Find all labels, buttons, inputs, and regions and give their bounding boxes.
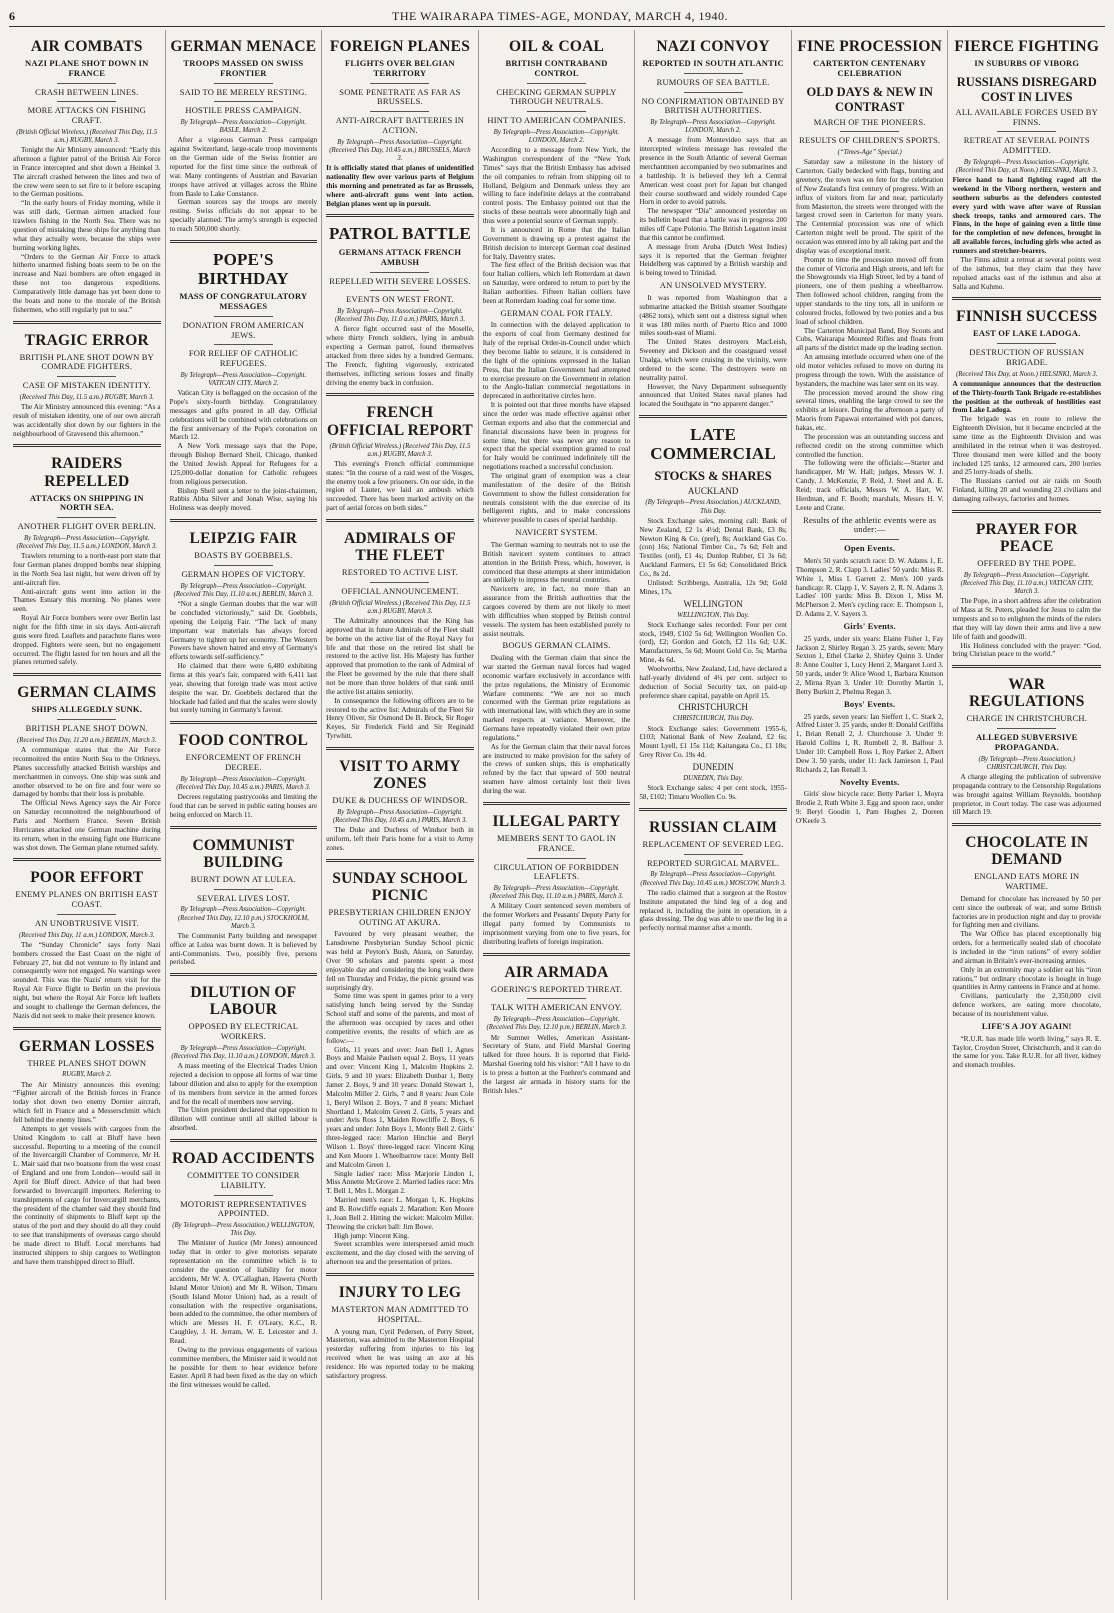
article-paragraph: Mr Sumner Welles, American Assistant-Secretary of State, and Field Marshal Goering talked for three hours. It is reported that Field-Marshal Goering told his visitor: “All I have to do is to press a button at the Fuehrer's command and the largest air armada in history starts for the British Isles.” [482,1033,631,1095]
subheading: SAID TO BE MERELY RESTING. [179,86,307,97]
headline: WAR REGULATIONS [968,676,1085,711]
subheading: ENGLAND EATS MORE IN WARTIME. [974,871,1080,892]
article-paragraph: However, the Navy Department subsequently announced that United States naval planes had located the Southgate in “no apparent danger.” [639,382,787,409]
subheading: OFFICIAL ANNOUNCEMENT. [341,585,459,596]
subheading: REPLACEMENT OF SEVERED LEG. [642,838,784,849]
dateline: (By Telegraph—Press Association.) WELLINGTON, This Day. [172,1222,315,1238]
headline: GERMAN CLAIMS [17,684,157,702]
article-divider [952,823,1101,826]
headline: OIL & COAL [509,38,605,55]
article-paragraph: It is officially stated that planes of unidentified nationality flew over various parts of Belgium this morning and penetrated as far as Brussels, where anti-aircraft guns went into action. Belgian planes went up in pursuit. [326,164,474,208]
subheading: REPORTED SURGICAL MARVEL. [647,857,780,868]
column-5 [635,30,792,1600]
article-paragraph: He claimed that there were 6,480 exhibiting firms at this year's fair, compared with 6,411 last year, showing that foreign trade was most active despite the war. Dr. Goebbels declared that the blockade had failed and that the scales were slowly but surely turning in Germany's favour. [169,662,318,715]
article-paragraph: Girls, 11 years and over: Joan Bell 1, Agnes Boys and Maisie Paulsen equal 2. Boys, 11 years and over: Vincent King 1, Malcolm Hopkins 2. Girls, 9 and 10 years: Elizabeth Dunbar 1, Betty Jamer 2. Boys, 9 and 10 years: Donald Stewart 1, Malcolm Miller 2. Girls, 7 and 8 years: Jean Cole 1, Beryl Wilson 2. Boys, 7 and 8 years: Michael Shortland 1, Malcolm Green 2. Girls, 5 years and under: Avis Ross 1, Maiden Rowcliffe 2. Boys, 6 years and under: John Boys 1, Monty Bell 2. Girls' three-legged race: Marion Hinchie and Beryl Wilson 1. Boys' three-legged race: Vincent King and Ken Moore 1. Wheelbarrow race: Monty Bell and Malcolm Green 1. [326,1045,474,1169]
article-paragraph: The radio claimed that a surgeon at the Rostov Institute amputated the hind leg of a dog and replaced it, including the joint in operation, in a glass dressing. The dog was able to use the leg in a perfectly normal manner after a month. [639,888,787,933]
subheading: ATTACKS ON SHIPPING IN NORTH SEA. [29,492,144,513]
article-paragraph: It is pointed out that three months have elapsed since the order was made effective against other German exports and also that the commercial and financial discussions have been in progress for some time, but there was never any reason to expect that the special exemption granted to coal for Italy would be continued indefinitely till the negotiations reached a successful conclusion. [482,401,631,472]
dateline: By Telegraph—Press Association—Copyright. (Received This Day, at Noon.) HELSINKI, March 3. [955,158,1098,175]
article-paragraph: The Pope, in a short address after the celebration of Mass at St. Peters, pleaded for Jesus to calm the tempests and so to enlighten the minds of the rulers that they will lay down their arms and live a new life of faith and goodwill. [952,597,1102,641]
headline: FINE PROCESSION [797,38,943,55]
subheading: CRASH BETWEEN LINES. [35,86,139,97]
market-title: WELLINGTON [683,598,743,609]
headline: GERMAN MENACE [170,38,317,55]
headline: LEIPZIG FAIR [189,530,298,548]
article-paragraph: His Holiness concluded with the prayer: “God, bring Christian peace to the world.” [952,641,1102,659]
subheading: MORE ATTACKS ON FISHING CRAFT. [27,105,147,126]
subheading: TALK WITH AMERICAN ENVOY. [491,1002,623,1013]
dateline: DUNEDIN, This Day. [683,775,743,783]
article-paragraph: Prompt to time the procession moved off from the corner of Victoria and High streets, and left for the Showgrounds via High Street, led by a band of pioneers, one of them pushing a wheelbarrow. Then followed school children, ranging from the upper standards to the tiny tots, all in uniform or coloured frocks, followed by two ponies and a bus load of school children. [795,255,944,326]
headline: DILUTION OF LABOUR [190,984,297,1019]
article-paragraph: This evening's French official communique states: “In the course of a raid west of the Vosges, the enemy took a few prisoners. On our side, in the region of Lauter, we laid an ambush which succeeded. There has been marked activity on the part of aerial forces on both sides.” [326,459,474,513]
subheading: GERMAN HOPES OF VICTORY. [181,569,306,579]
article-paragraph: The procession was an outstanding success and reflected credit on the strong committee which controlled the function. [795,432,944,459]
article-paragraph: The Minister of Justice (Mr Jones) announced today that in order to give motorists separate representation on the committee which is to consider the question of liability for motor accidents, Mr W. A. O'Callaghan, Hawera (North Island Motor Union) and Mr R. Wilson, Timaru (South Island Motor Union) had, as a result of consultation with the respective organisations, been added to the committee, the other members of which are Messrs H. F. O'Leary, K.C., R. Caughley, J. H. Jerram, W. E. Leicester and J. Read. [169,1239,318,1345]
article-paragraph: A mass meeting of the Electrical Trades Union rejected a decision to oppose all forms of war time labour dilution and also to apply for the exemption of its members from service in the armed forces and for the recall of members now serving. [169,1062,318,1106]
dateline: By Telegraph—Press Association—Copyright. (Received This Day, 11.10 a.m.) BERLIN, March 3. [173,582,314,598]
headline: COMMUNIST BUILDING [192,836,295,871]
article-paragraph: Bishop Sheil sent a letter to the joint-chairmen, Rabbis Abba Silver and Jonah Wise, saying his Holiness was deeply moved. [169,486,318,513]
short-rule [527,83,586,84]
subheading: HINT TO AMERICAN COMPANIES. [487,115,626,126]
article-paragraph: Girls' slow bicycle race: Betty Parker 1, Moyra Brodie 2, Ruth White 3. Egg and spoon race, under 9: Beryl Goodin 1, Pam Hughes 2, Doreen O'Keefe 3. [795,790,944,825]
article-paragraph: A charge alleging the publication of subversive propaganda contrary to the Censorship Regulations was brought against William Reynolds, bootshop proprietor, in Court today. The case was adjourned till March 19. [952,772,1102,817]
article-paragraph: “In the early hours of Friday morning, while it was still dark, German airmen attacked four trawlers fishing in the North Sea. There was no question of mistaking these ships for anything than what they actually were, because the ships were burning working lights. [13,199,161,252]
article-divider [13,1027,161,1030]
subheading: CARTERTON CENTENARY CELEBRATION [813,58,927,78]
short-rule [214,565,273,566]
short-rule [684,92,743,93]
article-paragraph: The Air Ministry announced this evening: “As a result of mistaken identity, one of our own aircraft was accidentally shot down by our fighters in the neighbourhood of Gravesend this afternoon.” [13,403,161,438]
article-divider [952,510,1101,513]
subheading: BRITISH CONTRABAND CONTROL [505,58,608,78]
subheading: MEMBERS SENT TO GAOL IN FRANCE. [496,832,617,853]
article-paragraph: It was reported from Washington that a submarine attacked the British steamer Southgate (4862 tons), which sent out a distress signal when it was 180 miles north of Puerto Rico and 1000 miles south-east of Miami. [639,293,787,338]
dateline: By Telegraph—Press Association—Copyright. (Received This Day, 10.45 a.m.) BRUSSELS, March 3. [329,138,471,162]
article-divider [952,297,1101,300]
article-paragraph: Stock Exchange sales, morning call: Bank of New Zealand, £2 1s 4½d; Dental Bank, £3 8s; Newton King & Co. (pref), 8s; Auckland Gas Co. (con) 16s; National Timber Co., 7s 6d; Felt and Textiles (ord), £1 4s; Dunlop Rubber, £1 3s 6d; Auckland Farmers, £1 5s 6d; Consolidated Brick Co., 8s 2d. [639,516,787,578]
headline: FOREIGN PLANES [329,38,471,55]
market-title: CHRISTCHURCH [678,702,748,713]
dateline: By Telegraph—Press Association—Copyright. (Received This Day, 10.45 a.m.) MOSCOW, March 3. [640,871,786,887]
dateline: (By Telegraph—Press Association.) AUCKLAND, This Day. [645,499,781,515]
article-divider [326,393,474,396]
article-paragraph: A communique announces that the destruction of the Thirty-fourth Tank Brigade re-establishes the position at the outbreak of hostilities east from Lake Ladoga. [952,379,1102,415]
article-divider [639,808,787,811]
headline: GERMAN LOSSES [18,1037,155,1055]
subheading: FOR RELIEF OF CATHOLIC REFUGEES. [188,348,298,369]
article-paragraph: Woolworths, New Zealand, Ltd, have declared a half-yearly dividend of 4¼ per cent. subject to deduction of Social Security tax, on paid-up preference share capital, payable on April 15. [639,664,787,700]
headline: INJURY TO LEG [338,1284,462,1302]
subheading: ALLEGED SUBVERSIVE PROPAGANDA. [975,732,1078,752]
headline: FIERCE FIGHTING [954,38,1100,55]
dateline: By Telegraph—Press Association—Copyright. LONDON, March 2. [493,128,620,145]
short-rule [370,272,429,273]
columns [9,30,1105,1600]
subheading: SOME PENETRATE AS FAR AS BRUSSELS. [339,86,461,107]
subheading: ENEMY PLANES ON BRITISH EAST COAST. [15,889,159,910]
dateline: (British Official Wireless.) (Received This Day, 11.5 a.m.) RUGBY, March 3. [329,442,471,458]
article-paragraph: As for the German claim that their naval forces are instructed to make provision for the safety of the crews of sunken ships, this is emphatically refuted by the fact that upward of 500 neutral seamen have almost certainly lost their lives during the war. [482,742,631,796]
headline: VISIT TO ARMY ZONES [339,758,461,793]
dateline: (By Telegraph—Press Association.) CHRISTCHURCH, This Day. [978,755,1076,771]
article-paragraph: In consequence the following officers are to be restored to the active list: Admirals of the Fleet Sir Henry Oliver, Sir Osmond De B. Brock, Sir Roger Keyes, Sir Frederick Field and Sir Reginald Tyrwhitt. [326,696,474,741]
article-paragraph: The Finns admit a retreat at several points west of the isthmus, but they claim that they have repulsed attacks east of the isthmus and also at Salla and Kuhmo. [952,255,1102,291]
subheading: MASS OF CONGRATULATORY MESSAGES [179,291,308,312]
article-paragraph: 25 yards, seven years: Ian Sieffert 1, C. Stark 2, Alfred Lister 3. 25 yards, under 8: Donald Griffiths 1, Brian Renall 2, J. Churchouse 3. Under 9: Harold Collins 1, R. Rumbell 2, R. Balfour 3. Under 10: Campbell Ross 1, Roy Parker 2, Albert Dew 3. 50 yards, under 11: Jack Jamieson 1, Paul Richards 2, Ian Renall 3. [795,712,944,774]
dateline: (“Times-Age” Special.) [837,149,902,157]
article-paragraph: The German warning to neutrals not to use the British navicert system continues to attract attention in the British Press, which, however, is convinced that these attempts at sheer intimidation are unlikely to impress the neutral countries. [482,540,631,585]
subheading: AN UNOBTRUSIVE VISIT. [34,917,139,928]
subheading: MOTORIST REPRESENTATIVES APPOINTED. [180,1198,307,1219]
article-paragraph: Men's 50 yards scratch race: D. W. Adams 1, E. Thompson 2, R. Clapp 3. Ladies' 50 yards: Miss R. White 1, Miss I. Garrett 2. Men's 100 yards handicap: R. Clapp 1, V. Sayers 2, R. N. Adams 3. Ladies' 100 yards: Miss B. Dixon 1, Miss M. McPherson 2. Men's cycling race: E. Thompson 1, D. Adams 2, V. Sayers 3. [795,556,944,619]
short-rule [214,344,273,345]
dateline: By Telegraph—Press Association—Copyright. (Received This Day, 12.10 p.m.) STOCKHOLM, March 3. [177,906,309,930]
article-paragraph: The “Sunday Chronicle” says forty Nazi bombers crossed the East Coast on the night of February 27, but did not venture to fly inland and consequently were not engaged. No warnings were sounded. This was the Nazis' return visit for the Royal Air Force flight to Berlin on the previous night, but where the Royal Air Force left leaflets and sought to challenge the German defences, the Nazis did not seek to make their presence known. [13,940,161,1020]
headline: FINNISH SUCCESS [956,308,1098,326]
short-rule [57,376,116,377]
short-rule [370,290,429,291]
dateline: By Telegraph—Press Association—Copyright. (Received This Day, 11.10 a.m.) PARIS, March 3. [489,885,624,901]
subheading: BOASTS BY GOEBBELS. [194,550,293,561]
article-paragraph: It is announced in Rome that the Italian Government is drawing up a protest against the British decision to intercept German coal destined for Italy, Daventry states. [482,225,631,261]
short-rule [57,83,116,84]
article-divider [170,973,318,976]
article-paragraph: High jump: Vincent King. [334,1231,410,1240]
headline: POPE'S BIRTHDAY [197,249,289,288]
subheading: CIRCULATION OF FORBIDDEN LEAFLETS. [493,861,620,882]
subheading: RESTORED TO ACTIVE LIST. [341,567,458,578]
article-paragraph: Stock Exchange sales: 4 per cent stock, 1955-58, £102; Timaru Woollen Co. 9s. [639,784,787,802]
masthead-title: THE WAIRARAPA TIMES-AGE, MONDAY, MARCH 4, 1940. [392,9,728,23]
headline: AIR ARMADA [504,963,609,981]
subheading: ANOTHER FLIGHT OVER BERLIN. [17,521,156,532]
subheading: CHARGE IN CHRISTCHURCH. [966,713,1088,724]
dateline: WELLINGTON, This Day. [677,611,749,619]
article-paragraph: The original grant of exemption was a clear manifestation of the desire of the British Government to show the fullest consideration for neutrals consistent with the due exercise of its belligerent rights, and to make concessions wherever possible to cases of special hardship. [482,472,631,525]
subheading: NO CONFIRMATION OBTAINED BY BRITISH AUTHORITIES. [641,95,785,116]
article-paragraph: Attempts to get vessels with cargoes from the United Kingdom to call at Bluff have been successful. Reporting to a meeting of the council of the Invercargill Chamber of Commerce, Mr H. L. Mair said that two boatsone from the west coast of England and one from London—would sail in April for Bluff direct. Advice of that had been forwarded to Invercargill importers. Referring to transhipments of cargo for Invercargill merchants, the president of the chamber said they should find the continuity of shipments to Bluff kept up the status of the port and they should do all they could to see that transhipments of overseas cargo should be made direct to Bluff. Local merchants had instructed shippers to ship cargoes to Wellington and have them transhipped direct to Bluff. [13,1124,161,1266]
subheading: TROOPS MASSED ON SWISS FRONTIER [183,58,304,78]
market-title: DUNEDIN [692,762,734,773]
article-divider [170,240,318,243]
article-paragraph: Only in an extremity may a soldier eat his “iron rations,” but ordinary chocolate is bought in huge quantities in Army canteens in France and at home. [952,965,1102,992]
dateline: By Telegraph—Press Association—Copyright. (Received This Day, 12.10 p.m.) BERLIN, March 3. [486,1016,627,1032]
article-paragraph: Royal Air Force bombers were over Berlin last night for the fifth time in six days. Anti-aircraft guns were fired. Leaflets and parachute flares were dropped. Fighters were seen, but no engagement occurred. The flight lasted for ten hours and all the planes returned safely. [13,614,161,667]
subheading: MASTERTON MAN ADMITTED TO HOSPITAL. [331,1304,469,1324]
article-divider [13,673,161,676]
dateline: By Telegraph—Press Association—Copyright. (Received This Day, 11.0 a.m.) PARIS, March 3. [334,308,466,324]
article-paragraph: The Carterton Municipal Band, Boy Scouts and Cubs, Wairarapa Mounted Rifles and floats from all parts of the district made up the leading section. [795,326,944,353]
headline: SUNDAY SCHOOL PICNIC [332,869,468,904]
subheading: MARCH OF THE PIONEERS. [813,116,926,127]
article-paragraph: The procession moved around the show ring several times, enabling the large crowd to see the exhibits at leisure. During the afternoon a party of Maoris from Papawai entertained with poi dances, hakas, etc. [795,388,944,433]
article-divider [483,953,631,956]
column-7 [948,30,1105,1600]
article-paragraph: Unlisted: Scribbergs, Australia, 12s 9d; Gold Mines, 17s. [639,578,787,596]
subheading: ANTI-AIRCRAFT BATTERIES IN ACTION. [335,115,465,135]
article-paragraph: The Air Ministry announces this evening: “Fighter aircraft of the British forces in France today shot down two enemy Dornier aircraft, which fell in France and a Messerschmitt which fell behind the enemy lines.” [13,1080,161,1125]
article-paragraph: A message from Montevideo says that an intercepted wireless message has revealed the presence in the South Atlantic of several German merchantmen accompanied by two submarines and a battleship. It is believed they left a Central American west coast port for Japan but changed their course southward and widely rounded Cape Horn in order to avoid patrols. [639,136,787,207]
article-paragraph: The following were the officials:—Starter and handicapper, Mr W. Hall; judges, Messrs W. J. Candy, J. McKenzie, P. Reid, J. Steel and A. E. Reid; track officials, Messrs W. A. Hart, W. Herdman, and F. Booth; marshals, Messrs H. V. Leete and Crane. [795,459,944,512]
subheading: CHECKING GERMAN SUPPLY THROUGH NEUTRALS. [496,86,617,107]
dateline: By Telegraph—Press Association—Copyright. (Received This Day, 11.10 a.m.) LONDON, March 3. [171,1044,316,1061]
short-rule [214,83,273,84]
article-divider [170,1139,318,1142]
short-rule [527,111,586,112]
article-paragraph: Saturday saw a milestone in the history of Carterton. Gaily bedecked with flags, bunting and greenery, the town was en fete for the celebration of New Zealand's first century of progress. With an influx of visitors from far and near, particularly from Masterton, the streets were thronged with the largest crowd seen in Carterton for many years. The Centennial procession was one of which Carterton might well be proud. The spirit of the occasion was entered into by all taking part and the display was of exceptional merit. [795,158,944,255]
article-paragraph: The Official News Agency says the Air Force on Saturday reconnoitred the neighbourhood of Paris and Northern France. Seven British Hurricanes attacked one German machine during its return, when in the ensuing fight one Hurricane was shot down. The German plane returned safely. [13,799,161,852]
dateline: By Telegraph—Press Association—Copyright. VATICAN CITY, March 2. [180,371,307,387]
headline: ILLEGAL PARTY [492,812,621,830]
subheading: HOSTILE PRESS CAMPAIGN. [185,105,302,116]
dateline: CHRISTCHURCH, This Day. [672,715,754,723]
article-paragraph: A communique states that the Air Force reconnoitred the entire North Sea to the Orkneys. Planes successfully attacked British warships and merchantmen in convoys. One ship was sunk and another observed to be on fire and four were so damaged by bombs that their loss is probable. [13,746,161,799]
subheading: RETREAT AT SEVERAL POINTS ADMITTED. [963,135,1090,156]
market-title: AUCKLAND [687,486,739,497]
short-rule [684,854,743,855]
dateline: RUGBY, March 2. [62,1071,112,1079]
subheading: DONATION FROM AMERICAN JEWS. [182,319,305,340]
column-1 [9,30,166,1600]
subheading: EAST OF LAKE LADOGA. [973,328,1081,339]
subheading: ALL AVAILABLE FORCES USED BY FINNS. [955,106,1098,127]
dateline: By Telegraph—Press Association—Copyright. (Received This Day, 10.45 a.m.) PARIS, March 3. [332,808,468,825]
subheading: AN UNSOLVED MYSTERY. [659,280,767,291]
subheading: Results of the athletic events were as under:— [803,514,937,535]
article-paragraph: The United States destroyers MacLeish, Sweeney and Dickson and the coastguard vessel Unalga, which were cruising in the vicinity, were ordered to the scene. The destroyers were on neutrality patrol. [639,338,787,382]
short-rule [214,1195,273,1196]
article-paragraph: The Admiralty announces that the King has approved that in future Admirals of the Fleet shall be borne on the active list of the Royal Navy for life and that those on the retired list shall be restored to the active list. His Majesty has further approved that promotion to the rank of Admiral of the Fleet be governed by the rule that there shall not be more than three holders of that rank until the active list attains seniority. [326,616,474,696]
headline: RAIDERS REPELLED [44,455,130,490]
article-paragraph: The War Office has placed exceptionally big orders, for a hermetically sealed slab of chocolate is included in the “iron rations” of every soldier and airman in Britain's ever-increasing armies. [952,930,1102,965]
short-rule [527,998,586,999]
dateline: By Telegraph—Press Association—Copyright. BASLE, March 2. [180,119,307,135]
subheading: Novelty Events. [839,776,900,787]
short-rule [214,889,273,890]
column-4 [479,30,636,1600]
subheading: FLIGHTS OVER BELGIAN TERRITORY [345,58,455,78]
subheading: IN SUBURBS OF VIBORG [974,58,1080,69]
subheading: SHIPS ALLEGEDLY SUNK. [31,704,143,715]
article-paragraph: “R.U.R. has made life worth living,” says R. E. Taylor, Croydon Street, Christchurch, and it can do the same for you. Take R.U.R. for all liver, kidney and stomach troubles. [952,1034,1102,1070]
article-paragraph: Demand for chocolate has increased by 50 per cent since the outbreak of war, and some British factories are in production night and day to provide for fighting men and civilians. [952,894,1102,930]
short-rule [684,73,743,74]
article-divider [170,721,318,724]
article-paragraph: The first effect of the British decision was that four Italian colliers, which left Rotterdam at dawn on Saturday, were ordered to return to port by the Italian authorities. Fifteen Italian colliers have been at Rotterdam loading coal for some time. [482,261,631,305]
dateline: (Received This Day, 11.5 a.m.) RUGBY, March 3. [19,393,154,401]
subheading: NAVICERT SYSTEM. [515,527,598,538]
article-divider [952,665,1101,668]
headline: TRAGIC ERROR [24,331,149,349]
article-paragraph: Fierce hand to hand fighting raged all the weekend in the Viborg northern, western and southern suburbs as the defenders contested every yard with wave after wave of Russian shock troops, tanks and armoured cars. The Finns, in the hope of gaining even a little time for the completion of new defences, brought in all available forces, including girls who acted as runners and stretcher-bearers. [952,176,1102,256]
article-paragraph: The brigade was en route to relieve the Eighteenth Division, but it became encircled at the same time as the Eighteenth Division and was annihilated in the retreat when it was destroyed. Three thousand men were killed and the booty included 125 tanks, 12 armoured cars, 200 lorries and 25 lorry-loads of shells. [952,415,1102,477]
article-paragraph: Some time was spent in games prior to a very satisfying lunch being served by the Sunday School staff and some of the parents, and most of the afternoon was occupied by races and other competitive events, the results of which are as follow:— [326,992,474,1045]
subheading: CASE OF MISTAKEN IDENTITY. [22,380,151,391]
headline: FOOD CONTROL [178,732,309,750]
article-paragraph: A young man, Cyril Pedersen, of Perry Street, Masterton, was admitted to the Masterton Hospital yesterday suffering from injuries to his leg received when he was using an axe at his residence. He was reported today to be making satisfactory progress. [326,1327,474,1380]
short-rule [997,131,1056,132]
article-divider [13,858,161,861]
section-heading: STOCKS & SHARES [654,469,772,484]
short-rule [527,858,586,859]
article-paragraph: Anti-aircraft guns went into action in the Thames Estuary this morning. No planes were seen. [13,587,161,614]
section-heading: RUSSIANS DISREGARD COST IN LIVES [956,74,1097,104]
dateline: (British Official Wireless.) (Received This Day, 11.5 a.m.) RUGBY, March 3. [16,128,158,145]
dateline: (Received This Day, 11.20 a.m.) BERLIN, March 3. [17,736,157,744]
article-paragraph: German sources say the troops are merely resting. Swiss officials do not appear to be specially alarmed. The army's strength is expected to reach 500,000 shortly. [169,198,318,234]
article-divider [13,321,161,324]
subheading: REPELLED WITH SEVERE LOSSES. [329,275,471,286]
short-rule [57,719,116,720]
subheading: NAZI PLANE SHOT DOWN IN FRANCE [25,58,149,78]
subheading: DESTRUCTION OF RUSSIAN BRIGADE. [969,347,1085,367]
article-paragraph: “Not a single German doubts that the war will be concluded victoriously,” said Dr. Goebbels, opening the Leipzig Fair. “The lack of many important war materials has always forced Germany to tighten up her economy. The Western Powers have shown hatred and envy of Germany's efforts towards self-sufficiency.” [169,600,318,662]
subheading: LIFE'S A JOY AGAIN! [981,1020,1072,1031]
headline: POOR EFFORT [30,869,144,887]
article-paragraph: In connection with the delayed application to the exports of coal from Germany destined for Italy of the reprisal Order-in-Council under which they become liable to seizure, it is considered in the light of the opinions expressed in the Italian Press, that the Italian Government had attempted to exercise pressure on the Government in relation to the Anglo-Italian commercial negotiations in deprecated in authoritative circles here. [482,321,631,401]
article-paragraph: The newspaper “Dia” announced yesterday on its bulletin board that a battle was in progress 200 miles off Cape Polonio. The British Legation insist that this cannot be confirmed. [639,207,787,242]
subheading: Boys' Events. [844,698,896,709]
article-paragraph: Stock Exchange sales recorded: Four per cent stock, 1949, £102 5s 6d; Wellington Woollen Co. (ord), £2; Gordon and Gotch, £2 11s 6d; U.K. Manufacturers, 5s 6d; Mount Gold Co. 5s; Martha Mine, 4s 6d. [639,620,787,665]
subheading: GERMANS ATTACK FRENCH AMBUSH [338,247,462,267]
dateline: By Telegraph—Press Association—Copyright. (Received This Day, 10.45 a.m.) PARIS, March 3. [176,775,311,791]
article-paragraph: A New York message says that the Pope, through Bishop Bernard Sheil, Chicago, thanked the United Jewish Appeal for Refugees for a 125,000-dollar donation for Catholic refugees from religious persecution. [169,442,318,486]
article-paragraph: An amusing interlude occurred when one of the old motor vehicles refused to move on during its progress through the town. With the assistance of bystanders, the machine was later sent on its way. [795,353,944,388]
short-rule [57,914,116,915]
article-paragraph: A message from Aruba (Dutch West Indies) says it is reported that the German freighter Heidelberg was captured by a British warship and is being towed to Trinidad. [639,242,787,278]
article-divider [326,859,474,862]
article-paragraph: The Union president declared that opposition to dilution will continue until all skilled labour is absorbed. [169,1106,318,1133]
headline: LATE COMMERCIAL [650,425,776,463]
short-rule [214,316,273,317]
subheading: RUMOURS OF SEA BATTLE. [656,76,770,87]
masthead [9,6,1105,27]
short-rule [997,343,1056,344]
subheading: BOGUS GERMAN CLAIMS. [502,640,611,651]
subheading: RESULTS OF CHILDREN'S SPORTS. [799,135,941,146]
article-paragraph: Dealing with the German claim that since the war started the German naval forces had waged economic warfare exclusively in accordance with the prize regulations, the Ministry of Economic Warfare comments: “We are not so much concerned with the German prize regulations as with international law, with which they are in some marked respects at variance. Moreover, the Germans have repeatedly violated their own prize regulations.” [482,654,631,742]
article-paragraph: Tonight the Air Ministry announced: “Early this afternoon a fighter patrol of the British Air Force in France intercepted and shot down a Heinkel 3. The aircraft crashed between the lines and two of the crew were seen to set fire to it before escaping to the German positions. [13,146,161,199]
column-3 [322,30,479,1600]
subheading: EVENTS ON WEST FRONT. [346,294,454,305]
article-paragraph: A Military Court sentenced seven members of the former Workers and Peasants' Deputy Party for illegal party formed by Communists to imprisonment varying from one to five years, for distributing leaflets of foreign inspiration. [482,902,631,946]
short-rule [57,517,116,518]
article-paragraph: Stock Exchange sales: Government 1955-6, £103; National Bank of New Zealand, £2 6s; Mount Lyell, £1 15s 11d; Kaitangata Co., £1 18s; Grey River Co. 19s 4d. [639,724,787,760]
article-divider [326,1273,474,1276]
article-paragraph: Owing to the previous engagements of various committee members, the Minister said it would not be possible for them to hear evidence before Easter. April 8 had been fixed as the day on which the first witnesses would be called. [169,1345,318,1390]
article-divider [326,214,474,217]
article-divider [170,826,318,829]
short-rule [214,101,273,102]
headline: RUSSIAN CLAIM [649,818,778,836]
article-paragraph: The Communist Party building and newspaper office at Lulea was burnt down. It is believed by anti-Communists. Two, possibly five, persons perished. [169,931,318,967]
headline: ROAD ACCIDENTS [171,1150,315,1168]
headline: PRAYER FOR PEACE [975,520,1078,555]
column-2 [166,30,323,1600]
dateline: By Telegraph—Press Association—Copyright. (Received This Day, 11.10 a.m.) VATICAN CITY, March 3. [960,571,1093,596]
subheading: DUKE & DUCHESS OF WINDSOR. [332,795,468,806]
subheading: COMMITTEE TO CONSIDER LIABILITY. [187,1170,300,1190]
headline: PATROL BATTLE [328,224,471,244]
article-paragraph: Single ladies' race: Miss Marjorie Lindon 1, Miss Annette McGrove 2. Married ladies race: Mrs T. Bell 1, Mrs L. Morgan 2. [326,1169,474,1196]
subheading: SEVERAL LIVES LOST. [196,892,290,903]
article-divider [639,415,787,418]
short-rule [370,111,429,112]
article-paragraph: Vatican City is beflagged on the occasion of the Pope's sixty-fourth birthday. Congratulatory messages and gifts poured in all day. Official celebrations will be combined with celebrations on the first anniversary of the Pope's coronation on March 12. [169,389,318,442]
article-divider [326,747,474,750]
article-paragraph: After a vigorous German Press campaign against Switzerland, large-scale troop movements on the German side of the Swiss frontier are reported for the first time since the outbreak of war. Many contingents of Austrian and Bavarian troops have arrived at villages across the Rhine from Basle to Lake Constance. [169,136,318,198]
page-number: 6 [9,9,15,23]
subheading: BURNT DOWN AT LULEA. [190,873,296,884]
short-rule [57,101,116,102]
subheading: BRITISH PLANE SHOT DOWN. [25,723,148,734]
subheading: PRESBYTERIAN CHILDREN ENJOY OUTING AT AKURA. [328,906,472,927]
short-rule [370,83,429,84]
article-divider [326,519,474,522]
article-paragraph: According to a message from New York, the Washington correspondent of the “New York Times” says that the British Embassy has advised the oil companies to refrain from shipping oil to Holland, Belgium and Denmark unless they are willing to face indefinite delays at the contraband control posts. The Embassy pointed out that the stocks of these neutrals were abnormally high and thus were a potential source of German supply. [482,146,631,226]
headline: CHOCOLATE IN DEMAND [965,834,1089,869]
article-paragraph: 25 yards, under six years: Elaine Fisher 1, Fay Jackson 2, Shirley Regan 3. 25 yards, seven: Mary Sexton 1, Ethel Clarke 2, Shirley Quinn 3. Under 8: Anne Coulter 1, Lucy Henri 2, Margaret Lord 3. 50 yards, under 9: Alice Wood 1, Barbara Knutson 2, Mirna Ryan 3. Under 10: Dorothy Martin 1, Betty Burkitt 2, Phelma Regan 3. [795,634,944,696]
headline: NAZI CONVOY [656,38,770,55]
article-divider [13,444,161,447]
subheading: REPORTED IN SOUTH ATLANTIC [642,58,784,69]
headline: AIR COMBATS [30,38,143,55]
short-rule [370,582,429,583]
dateline: By Telegraph—Press Association—Copyright. LONDON, March 2. [650,119,776,135]
dateline: (Received This Day, at Noon.) HELSINKI, March 3. [955,370,1098,378]
article-paragraph: Sweet scrambles were interspersed amid much excitement, and the day closed with the serving of afternoon tea and the presentation of prizes. [326,1240,474,1267]
article-paragraph: Navicerts are, in fact, no more than an assurance from the British authorities that the cargoes covered by them are not likely to meet with difficulties when stopped by British control vessels. The system has been established purely to assist neutrals. [482,585,631,638]
short-rule [840,539,899,540]
article-divider [170,519,318,522]
short-rule [997,728,1056,729]
dateline: By Telegraph—Press Association—Copyright. (Received This Day, 11.5 a.m.) LONDON, March 3. [16,534,158,550]
column-6 [792,30,949,1600]
newspaper-page [9,6,1105,1601]
subheading: OPPOSED BY ELECTRICAL WORKERS. [188,1021,299,1042]
article-paragraph: The Duke and Duchess of Windsor both in uniform, left their Paris home for a visit to Army zones. [326,826,474,852]
article-paragraph: A fierce fight occurred east of the Moselle, where thirty French soldiers, lying in ambush expecting a German patrol, found themselves attacked from three sides by a hundred Germans. The French, fighting vigorously, extricated themselves, inflicting serious losses and finally driving the enemy back in confusion. [326,325,474,387]
subheading: GERMAN COAL FOR ITALY. [500,307,613,318]
subheading: GOERING'S REPORTED THREAT. [490,983,623,994]
subheading: ENFORCEMENT OF FRENCH DECREE. [185,752,302,773]
subheading: Girls' Events. [843,620,896,631]
headline: ADMIRALS OF THE FLEET [343,530,456,565]
dateline: (Received This Day, 11 a.m.) LONDON, March 3. [19,931,155,939]
article-paragraph: Married men's race: L. Morgan 1, K. Hopkins and B. Rowcliffe equals 2. Marathon: Ken Moore 1, Joan Bell 2. Hitting the wicket: Malcolm Miller. Throwing the cricket ball: Jim Bowe. [326,1196,474,1231]
short-rule [840,131,899,132]
subheading: THREE PLANES SHOT DOWN [27,1057,147,1068]
article-paragraph: The Russians carried out air raids on South Finland, killing 20 and wounding 23 civilians and damaging railways, factories and homes. [952,477,1102,504]
article-paragraph: “Orders to the German Air Force to attack hitherto unarmed fishing boats seem to be on the increase and Nazi bombers are often engaged in these not too dangerous expeditions. Comparatively little damage has yet been done to the boats and none to the morale of the British fishermen, who still regularly put to sea.” [13,252,161,314]
subheading: BRITISH PLANE SHOT DOWN BY COMRADE FIGHTERS. [19,351,154,372]
headline: FRENCH OFFICIAL REPORT [327,404,473,439]
article-paragraph: Decrees regulating pastrycooks and limiting the food that can be served in public eating houses are being enforced on March 11. [169,793,318,819]
article-divider [483,802,631,805]
dateline: (British Official Wireless.) (Received This Day, 11.5 a.m.) RUGBY, March 3. [329,599,471,615]
subheading: OFFERED BY THE POPE. [977,557,1077,568]
article-paragraph: Civilians, particularly the 2,350,000 civil defence workers, are eating more chocolate, because of its nourishment value. [952,992,1102,1019]
section-heading: OLD DAYS & NEW IN CONTRAST [806,84,933,114]
article-paragraph: Favoured by very pleasant weather, the Lansdowne Presbyterian Sunday School picnic was held at Peyton's Bush, Akura, on Saturday. Over 90 scholars and parents spent a most enjoyable day and considering the long walk there fell on Thursday and Friday, the picnic ground was surprisingly dry. [326,930,474,992]
subheading: Open Events. [844,543,896,554]
article-paragraph: Trawlers returning to a north-east port state that four German planes dropped bombs near shipping in the North Sea last night, but were driven off by anti-aircraft fire. [13,552,161,587]
